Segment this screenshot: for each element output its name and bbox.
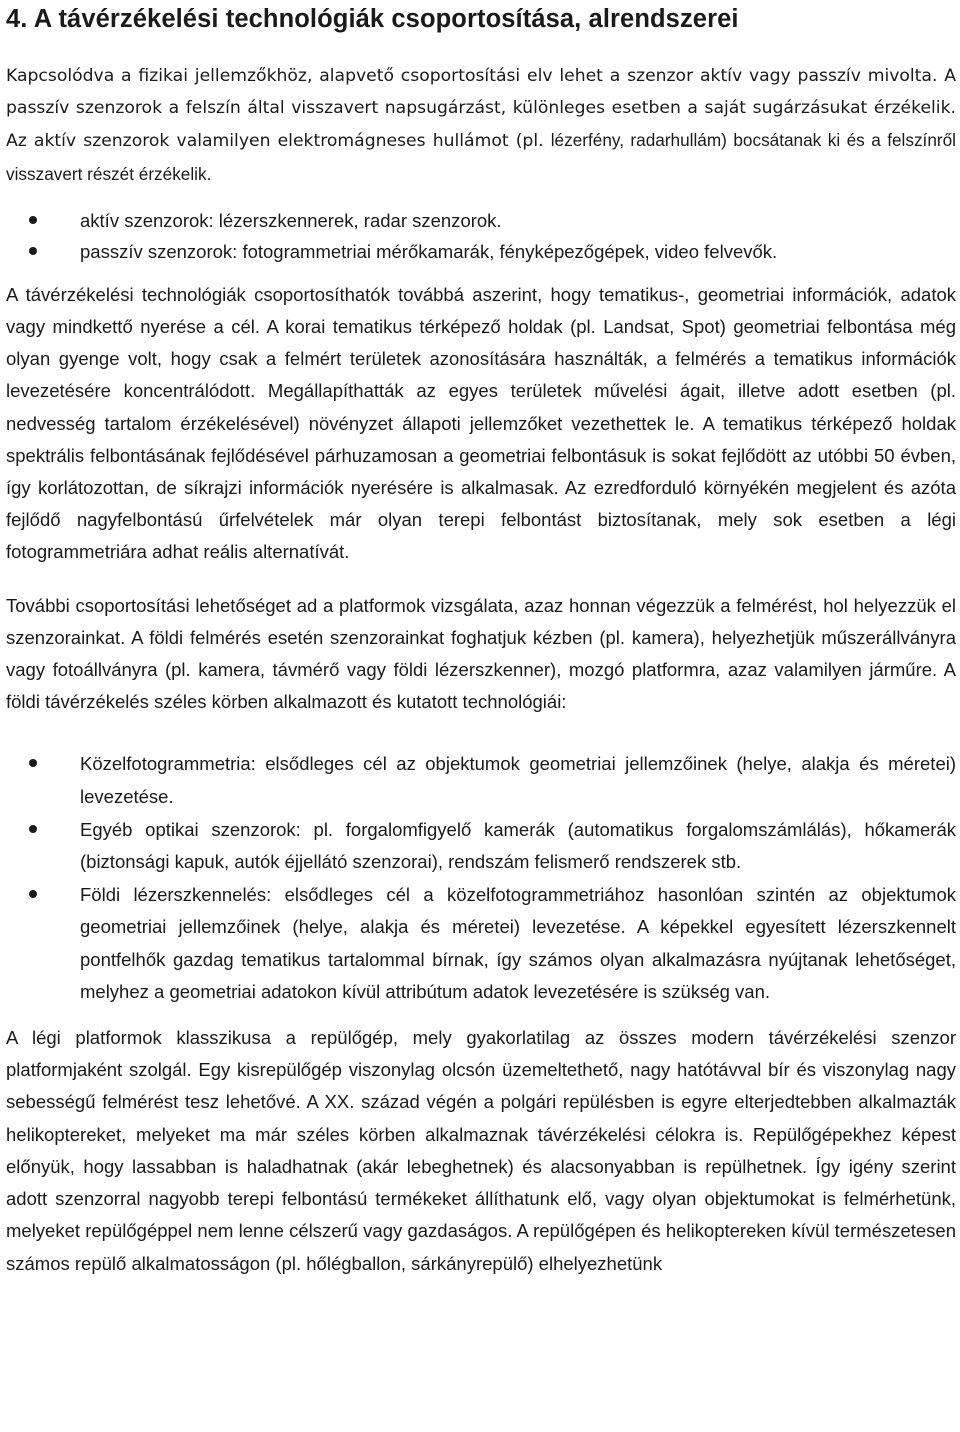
paragraph-aerial-platforms: A légi platformok klasszikusa a repülőgép, mely gyakorlatilag az összes modern távérzékelési szenzor platformjaként szolgál. Egy kisrepülőgép viszonylag olcsón üzemeltethető, nagy hatótávval bír és viszonylag nagy sebességű felmérést tesz lehetővé. A XX. század végén a polgári repülésben is egyre elterjedtebben alkalmazták helikoptereket, melyeket ma már széles körben alkalmaznak távérzékelési célokra is. Repülőgépekhez képest előnyük, hogy lassabban is haladhatnak (akár lebeghetnek) és alacsonyabban is repülhetnek. Így igény szerint adott szenzorral nagyobb terepi felbontású termékeket állíthatunk elő, vagy olyan objektumokat is felmérhetünk, melyeket repülőgéppel nem lenne célszerű vagy gazdaságos. A repülőgépen és helikoptereken kívül természetesen számos repülő alkalmatosságon (pl. hőlégballon, sárkányrepülő) elhelyezhetünk xyxy=(6,1027,956,1274)
bullet-icon xyxy=(29,890,37,898)
list-item xyxy=(6,748,956,812)
intro-text-part2: lézerfény, radarhullám) bocsátanak ki és a felszínről visszavert részét érzékelik. xyxy=(6,130,956,184)
bullet-icon xyxy=(29,247,37,255)
list-item-text: Közelfotogrammetria: elsődleges cél az objektumok geometriai jellemzőinek (helye, alakja és méretei) levezetése. xyxy=(80,753,956,807)
ground-technology-list xyxy=(6,748,956,1008)
list-item-text: aktív szenzorok: lézerszkennerek, radar szenzorok. xyxy=(80,209,502,231)
paragraph-platforms: További csoportosítási lehetőséget ad a platformok vizsgálata, azaz honnan végezzük a felmérést, hol helyezzük el szenzorainkat. A földi felmérés esetén szenzorainkat foghatjuk kézben (pl. kamera), helyezhetjük műszerállványra vagy fotoállványra (pl. kamera, távmérő vagy földi lézerszkenner), mozgó platformra, azaz valamilyen járműre. A földi távérzékelés széles körben alkalmazott és kutatott technológiái: xyxy=(6,594,956,713)
list-item xyxy=(6,879,956,1008)
list-item xyxy=(6,236,956,267)
intro-paragraph xyxy=(6,60,956,191)
list-item-text: Egyéb optikai szenzorok: pl. forgalomfigyelő kamerák (automatikus forgalomszámlálás), hőkamerák (biztonsági kapuk, autók éjjellátó szenzorai), rendszám felismerő rendszerek stb. xyxy=(80,818,956,873)
list-item xyxy=(6,814,956,878)
paragraph-thematic-geometric: A távérzékelési technológiák csoportosíthatók továbbá aszerint, hogy tematikus-, geometriai információk, adatok vagy mindkettő nyerése a cél. A korai tematikus térképező holdak (pl. Landsat, Spot) geometriai felbontása még olyan gyenge volt, hogy csak a felmért területek azonosítására használták, a felmérés a tematikus információk levezetésére koncentrálódott. Megállapíthatták az egyes területek művelési ágait, illetve adott esetben (pl. nedvesség tartalom érzékelésével) növényzet állapoti jellemzőket vezethettek le. A tematikus térképező holdak spektrális felbontásának fejlődésével párhuzamosan a geometriai felbontásuk is sokat fejlődött az utóbbi 50 évben, így korlátozottan, de síkrajzi információk nyerésére is alkalmasak. Az ezredforduló környékén megjelent és azóta fejlődő nagyfelbontású űrfelvételek már olyan terepi felbontást biztosítanak, mely sok esetben a légi fotogrammetriára adhat reális alternatívát. xyxy=(6,283,956,563)
bullet-icon xyxy=(29,216,37,224)
sensor-type-list xyxy=(6,205,956,267)
list-item-text: Földi lézerszkennelés: elsődleges cél a közelfotogrammetriához hasonlóan szintén az objektumok geometriai jellemzőinek (helye, alakja és méretei) levezetése. A képekkel egyesített lézerszkennelt pontfelhők gazdag tematikus tartalommal bírnak, így számos olyan alkalmazásra nyújtanak lehetőséget, melyhez a geometriai adatokon kívül attribútum adatok levezetésére is szükség van. xyxy=(80,884,956,1002)
intro-text-part1: Kapcsolódva a fizikai jellemzőkhöz, alapvető csoportosítási elv lehet a szenzor aktív vagy passzív mivolta. A passzív szenzorok a felszín által visszavert napsugárzást, különleges esetben a saját sugárzásukat érzékelik. Az aktív szenzorok valamilyen elektromágneses hullámot (pl. xyxy=(6,66,956,152)
list-item-text: passzív szenzorok: fotogrammetriai mérőkamarák, fényképezőgépek, video felvevők. xyxy=(80,240,778,262)
list-item xyxy=(6,205,956,236)
bullet-icon xyxy=(29,825,37,833)
bullet-icon xyxy=(29,759,37,767)
section-heading: 4. A távérzékelési technológiák csoportosítása, alrendszerei xyxy=(6,5,739,33)
